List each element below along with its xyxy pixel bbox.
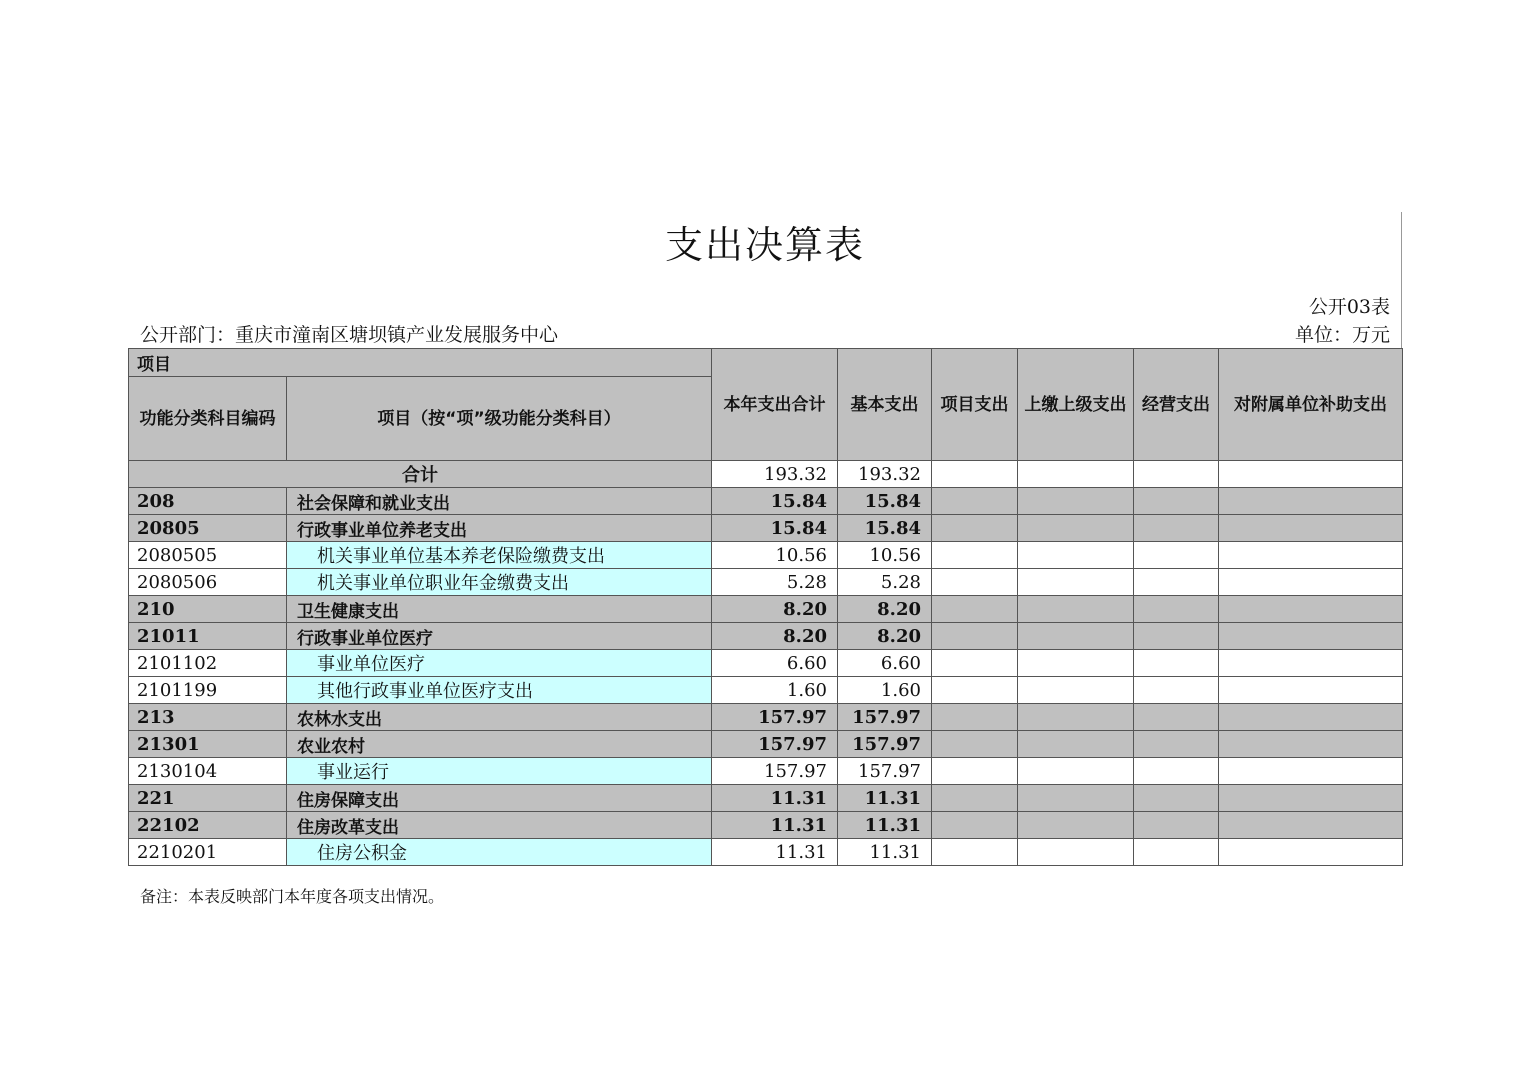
empty-cell (1134, 542, 1219, 569)
expenditure-table (128, 348, 1403, 866)
header-subsidy: 对附属单位补助支出 (1219, 349, 1403, 461)
empty-cell (1219, 839, 1403, 866)
empty-cell (1018, 650, 1134, 677)
empty-cell (1219, 515, 1403, 542)
row-name: 农业农村 (287, 731, 712, 758)
empty-cell (1018, 515, 1134, 542)
row-name: 事业运行 (287, 758, 712, 785)
row-basic: 15.84 (838, 488, 932, 515)
row-name: 机关事业单位职业年金缴费支出 (287, 569, 712, 596)
empty-cell (932, 704, 1018, 731)
row-basic: 8.20 (838, 623, 932, 650)
row-code: 213 (129, 704, 287, 731)
empty-cell (1219, 569, 1403, 596)
row-code: 2080506 (129, 569, 287, 596)
empty-cell (1134, 515, 1219, 542)
row-basic: 11.31 (838, 812, 932, 839)
header-project: 项目 (129, 349, 712, 377)
empty-cell (1134, 839, 1219, 866)
table-row (129, 623, 1403, 650)
row-basic: 157.97 (838, 704, 932, 731)
footnote: 备注：本表反映部门本年度各项支出情况。 (140, 887, 445, 906)
row-name: 行政事业单位养老支出 (287, 515, 712, 542)
table-row (129, 515, 1403, 542)
row-basic: 11.31 (838, 785, 932, 812)
empty-cell (932, 461, 1018, 488)
empty-cell (1219, 731, 1403, 758)
total-label: 合计 (129, 461, 712, 488)
empty-cell (932, 731, 1018, 758)
empty-cell (1134, 812, 1219, 839)
row-basic: 5.28 (838, 569, 932, 596)
empty-cell (1134, 650, 1219, 677)
row-basic: 1.60 (838, 677, 932, 704)
empty-cell (1018, 461, 1134, 488)
row-total: 15.84 (712, 488, 838, 515)
empty-cell (1018, 839, 1134, 866)
table-row (129, 758, 1403, 785)
row-basic: 15.84 (838, 515, 932, 542)
row-code: 2130104 (129, 758, 287, 785)
empty-cell (1018, 758, 1134, 785)
header-total: 本年支出合计 (712, 349, 838, 461)
empty-cell (1018, 623, 1134, 650)
table-row (129, 488, 1403, 515)
empty-cell (932, 839, 1018, 866)
row-total: 157.97 (712, 704, 838, 731)
empty-cell (1219, 785, 1403, 812)
empty-cell (1018, 677, 1134, 704)
empty-cell (1134, 704, 1219, 731)
row-code: 21011 (129, 623, 287, 650)
empty-cell (932, 650, 1018, 677)
row-basic: 157.97 (838, 758, 932, 785)
table-row (129, 785, 1403, 812)
empty-cell (1134, 677, 1219, 704)
empty-cell (1219, 677, 1403, 704)
row-total: 11.31 (712, 785, 838, 812)
empty-cell (1219, 623, 1403, 650)
empty-cell (932, 569, 1018, 596)
empty-cell (1018, 731, 1134, 758)
row-name: 其他行政事业单位医疗支出 (287, 677, 712, 704)
empty-cell (1018, 704, 1134, 731)
row-code: 208 (129, 488, 287, 515)
empty-cell (932, 812, 1018, 839)
header-name: 项目（按“项”级功能分类科目） (287, 377, 712, 461)
empty-cell (1134, 785, 1219, 812)
row-basic: 157.97 (838, 731, 932, 758)
row-total: 157.97 (712, 731, 838, 758)
row-name: 事业单位医疗 (287, 650, 712, 677)
empty-cell (1018, 596, 1134, 623)
row-total: 10.56 (712, 542, 838, 569)
row-name: 机关事业单位基本养老保险缴费支出 (287, 542, 712, 569)
empty-cell (1018, 785, 1134, 812)
table-row (129, 812, 1403, 839)
page-title: 支出决算表 (664, 223, 865, 267)
table-row (129, 650, 1403, 677)
empty-cell (1219, 542, 1403, 569)
empty-cell (1219, 812, 1403, 839)
total-basic: 193.32 (838, 461, 932, 488)
row-name: 社会保障和就业支出 (287, 488, 712, 515)
row-code: 20805 (129, 515, 287, 542)
empty-cell (932, 677, 1018, 704)
header-business: 经营支出 (1134, 349, 1219, 461)
row-name: 住房公积金 (287, 839, 712, 866)
row-code: 2210201 (129, 839, 287, 866)
row-name: 住房改革支出 (287, 812, 712, 839)
empty-cell (932, 623, 1018, 650)
empty-cell (932, 596, 1018, 623)
row-code: 210 (129, 596, 287, 623)
table-row (129, 704, 1403, 731)
row-total: 157.97 (712, 758, 838, 785)
row-basic: 6.60 (838, 650, 932, 677)
row-name: 农林水支出 (287, 704, 712, 731)
empty-cell (1219, 596, 1403, 623)
unit-label: 单位：万元 (1294, 324, 1390, 346)
row-total: 8.20 (712, 596, 838, 623)
row-code: 2101199 (129, 677, 287, 704)
empty-cell (932, 515, 1018, 542)
header-code: 功能分类科目编码 (129, 377, 287, 461)
row-name: 卫生健康支出 (287, 596, 712, 623)
row-code: 22102 (129, 812, 287, 839)
empty-cell (932, 542, 1018, 569)
row-name: 住房保障支出 (287, 785, 712, 812)
header-upper-level: 上缴上级支出 (1018, 349, 1134, 461)
empty-cell (1219, 650, 1403, 677)
empty-cell (1018, 569, 1134, 596)
row-basic: 11.31 (838, 839, 932, 866)
empty-cell (1134, 461, 1219, 488)
empty-cell (932, 488, 1018, 515)
form-number: 公开03表 (1308, 296, 1390, 318)
row-total: 11.31 (712, 839, 838, 866)
empty-cell (932, 758, 1018, 785)
empty-cell (1134, 623, 1219, 650)
table-row (129, 596, 1403, 623)
empty-cell (932, 785, 1018, 812)
empty-cell (1219, 488, 1403, 515)
row-total: 5.28 (712, 569, 838, 596)
table-row (129, 839, 1403, 866)
empty-cell (1219, 758, 1403, 785)
header-project-expenditure: 项目支出 (932, 349, 1018, 461)
department-label: 公开部门：重庆市潼南区塘坝镇产业发展服务中心 (140, 324, 559, 346)
empty-cell (1134, 488, 1219, 515)
row-code: 221 (129, 785, 287, 812)
row-name: 行政事业单位医疗 (287, 623, 712, 650)
table-row (129, 569, 1403, 596)
empty-cell (1134, 731, 1219, 758)
empty-cell (1219, 704, 1403, 731)
header-basic: 基本支出 (838, 349, 932, 461)
table-row (129, 677, 1403, 704)
empty-cell (1018, 488, 1134, 515)
empty-cell (1134, 596, 1219, 623)
row-code: 2080505 (129, 542, 287, 569)
empty-cell (1018, 812, 1134, 839)
row-total: 11.31 (712, 812, 838, 839)
row-basic: 8.20 (838, 596, 932, 623)
row-basic: 10.56 (838, 542, 932, 569)
row-code: 2101102 (129, 650, 287, 677)
row-code: 21301 (129, 731, 287, 758)
row-total: 15.84 (712, 515, 838, 542)
empty-cell (1134, 569, 1219, 596)
table-row (129, 731, 1403, 758)
total-amount: 193.32 (712, 461, 838, 488)
table-row (129, 542, 1403, 569)
empty-cell (1018, 542, 1134, 569)
row-total: 1.60 (712, 677, 838, 704)
empty-cell (1134, 758, 1219, 785)
empty-cell (1219, 461, 1403, 488)
row-total: 8.20 (712, 623, 838, 650)
row-total: 6.60 (712, 650, 838, 677)
total-row (129, 461, 1403, 488)
